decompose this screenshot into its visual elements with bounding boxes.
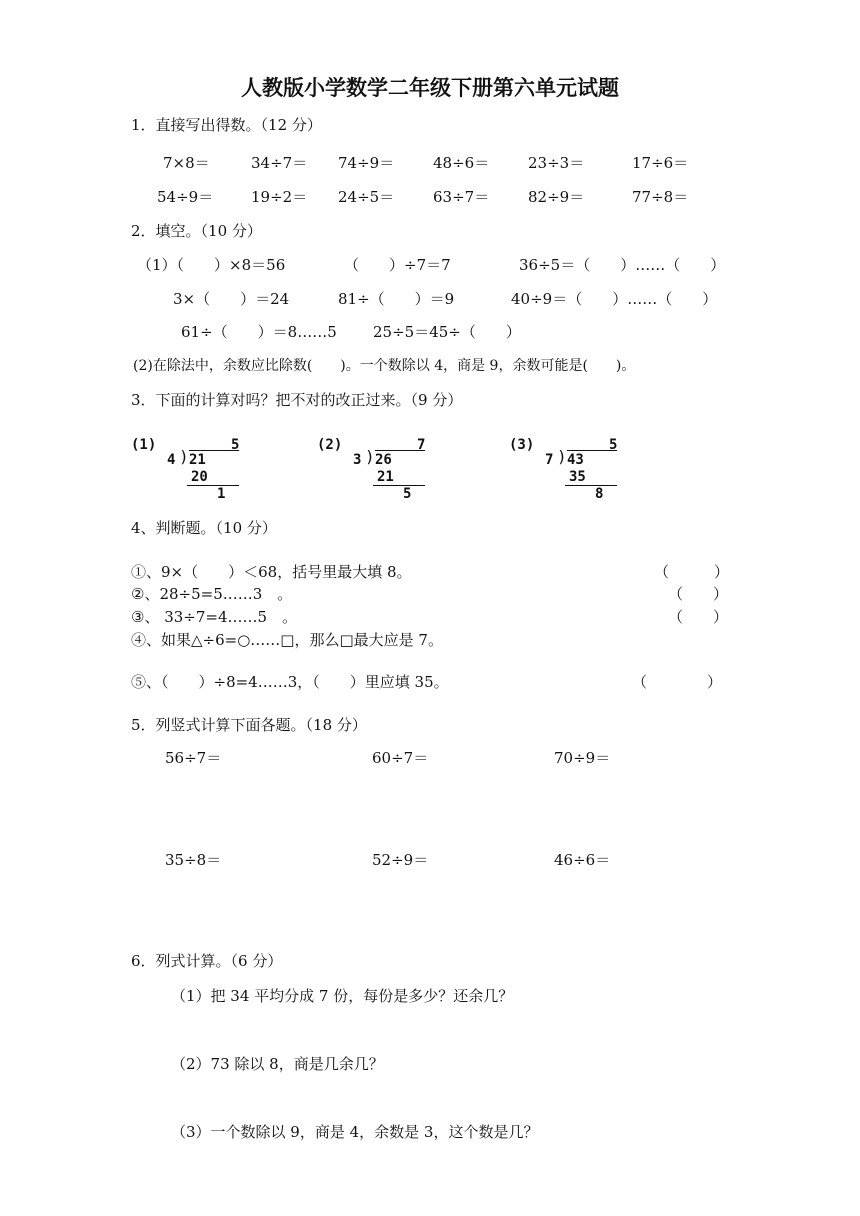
dividend: 26: [375, 452, 392, 468]
judgement-item: ①、9×（ ）＜68，括号里最大填 8。: [131, 563, 412, 581]
remainder: 8: [595, 486, 604, 502]
fill-blank-item: 81÷（ ）＝9: [338, 290, 455, 308]
vertical-calc-item: 46÷6＝: [554, 851, 611, 869]
subtraction-bar: [187, 485, 239, 486]
fill-blank-item: （1）（ ）×8＝56: [137, 256, 286, 274]
calc-item: 48÷6＝: [433, 154, 490, 172]
calc-item: 82÷9＝: [528, 188, 585, 206]
calc-item: 54÷9＝: [157, 188, 214, 206]
word-problem: （2）73 除以 8，商是几余几？: [171, 1055, 384, 1073]
calc-item: 34÷7＝: [251, 154, 308, 172]
page-title: 人教版小学数学二年级下册第六单元试题: [241, 76, 619, 100]
judgement-item: ②、28÷5=5……3 。: [131, 585, 293, 603]
vertical-calc-item: 52÷9＝: [372, 851, 429, 869]
answer-parens: （ ）: [668, 585, 729, 603]
division-bar: [567, 450, 617, 451]
calc-item: 74÷9＝: [338, 154, 395, 172]
fill-blank-item: 40÷9＝（ ）……（ ）: [511, 290, 718, 308]
answer-parens: （ ）: [668, 608, 729, 626]
quotient: 5: [231, 437, 240, 453]
vertical-calc-item: 56÷7＝: [165, 749, 222, 767]
long-division-3: [509, 438, 639, 508]
section-2-heading: 2．填空。（10 分）: [131, 222, 262, 240]
fill-blank-item: (2)在除法中，余数应比除数( )。一个数除以 4，商是 9，余数可能是( )。: [133, 358, 636, 374]
vertical-calc-item: 60÷7＝: [372, 749, 429, 767]
answer-parens: （ ）: [654, 563, 730, 581]
section-4-heading: 4、判断题。（10 分）: [131, 519, 277, 537]
word-problem: （1）把 34 平均分成 7 份，每份是多少？还余几？: [171, 987, 514, 1005]
product: 21: [377, 469, 394, 485]
long-division-1: [131, 438, 261, 508]
division-bar: [189, 450, 239, 451]
subtraction-bar: [373, 485, 425, 486]
calc-item: 19÷2＝: [251, 188, 308, 206]
fill-blank-item: 25÷5＝45÷（ ）: [373, 323, 521, 341]
product: 35: [569, 469, 586, 485]
fill-blank-item: 61÷（ ）＝8……5: [181, 323, 337, 341]
problem-label: (3): [509, 437, 535, 453]
division-bracket: ): [557, 447, 567, 466]
vertical-calc-item: 70÷9＝: [554, 749, 611, 767]
division-bracket: ): [365, 447, 375, 466]
section-3-heading: 3．下面的计算对吗？把不对的改正过来。（9 分）: [131, 391, 463, 409]
fill-blank-item: 36÷5＝（ ）……（ ）: [519, 256, 726, 274]
dividend: 21: [189, 452, 206, 468]
long-division-2: [317, 438, 447, 508]
section-6-heading: 6．列式计算。（6 分）: [131, 952, 283, 970]
section-1-heading: 1．直接写出得数。（12 分）: [131, 116, 322, 134]
calc-item: 7×8＝: [163, 154, 210, 172]
calc-item: 63÷7＝: [433, 188, 490, 206]
fill-blank-item: （ ）÷7＝7: [344, 256, 451, 274]
quotient: 5: [609, 437, 618, 453]
division-bracket: ): [179, 447, 189, 466]
divisor: 7: [545, 452, 554, 468]
quotient: 7: [417, 437, 426, 453]
divisor: 3: [353, 452, 362, 468]
remainder: 5: [403, 486, 412, 502]
calc-item: 77÷8＝: [632, 188, 689, 206]
subtraction-bar: [565, 485, 617, 486]
calc-item: 17÷6＝: [632, 154, 689, 172]
problem-label: (1): [131, 437, 157, 453]
fill-blank-item: 3×（ ）＝24: [173, 290, 290, 308]
problem-label: (2): [317, 437, 343, 453]
remainder: 1: [217, 486, 226, 502]
calc-item: 24÷5＝: [338, 188, 395, 206]
word-problem: （3）一个数除以 9，商是 4，余数是 3，这个数是几？: [171, 1123, 539, 1141]
division-bar: [375, 450, 425, 451]
dividend: 43: [567, 452, 584, 468]
judgement-item: ④、如果△÷6=○……□，那么□最大应是 7。: [131, 631, 443, 649]
judgement-item: ③、 33÷7=4……5 。: [131, 608, 298, 626]
divisor: 4: [167, 452, 176, 468]
section-5-heading: 5．列竖式计算下面各题。（18 分）: [131, 716, 367, 734]
vertical-calc-item: 35÷8＝: [165, 851, 222, 869]
judgement-item: ⑤、（ ）÷8=4……3，（ ）里应填 35。: [131, 673, 449, 691]
answer-parens: （ ）: [632, 673, 723, 691]
calc-item: 23÷3＝: [528, 154, 585, 172]
product: 20: [191, 469, 208, 485]
